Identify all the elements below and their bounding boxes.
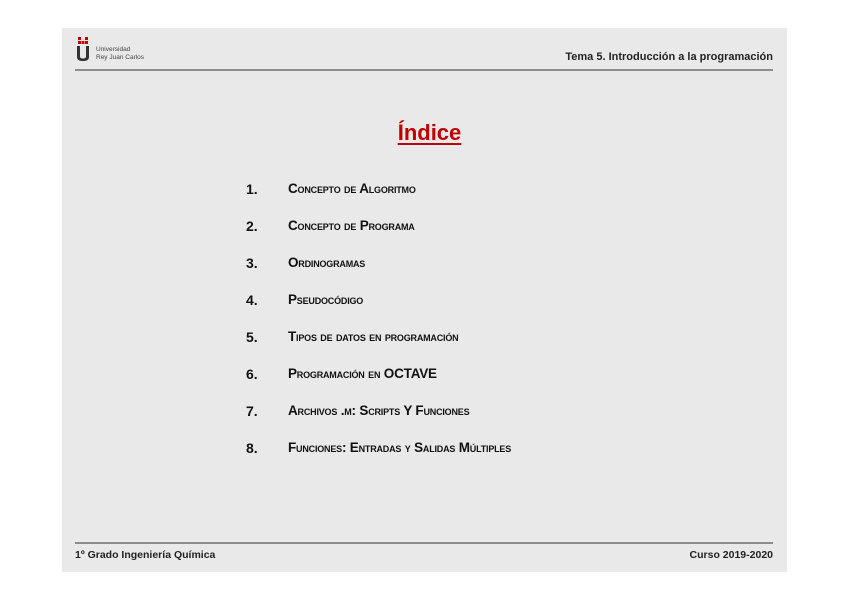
logo-line-name: Rey Juan Carlos (96, 53, 145, 61)
toc-item-number: 7. (246, 403, 258, 419)
toc-item (246, 366, 511, 403)
logo-text (96, 46, 144, 61)
toc-item-number: 8. (246, 440, 258, 456)
table-of-contents (246, 181, 511, 477)
toc-item-label: Archivos .m: Scripts Y Funciones (288, 403, 470, 418)
header-divider (75, 69, 773, 71)
page-title-text: Índice (397, 120, 462, 145)
toc-item-label: Programación en OCTAVE (288, 366, 437, 381)
toc-item (246, 255, 511, 292)
toc-item-number: 5. (246, 329, 258, 345)
footer-divider (75, 542, 773, 544)
slide (62, 28, 787, 572)
toc-item (246, 329, 511, 366)
toc-item (246, 218, 511, 255)
page-title (62, 120, 787, 146)
toc-item (246, 403, 511, 440)
toc-item-number: 2. (246, 218, 258, 234)
toc-item-label: Pseudocódigo (288, 292, 364, 307)
urjc-logo-icon (75, 36, 91, 62)
university-logo (75, 36, 195, 64)
toc-item-number: 4. (246, 292, 258, 308)
toc-item-label: Tipos de datos en programación (288, 329, 459, 344)
toc-item-label: Concepto de Algoritmo (288, 181, 416, 196)
header-title: Tema 5. Introducción a la programación (565, 51, 773, 63)
toc-item-label: Concepto de Programa (288, 218, 415, 233)
toc-item-label: Ordinogramas (288, 255, 366, 270)
toc-item-number: 6. (246, 366, 258, 382)
footer-course-label: 1º Grado Ingeniería Química (75, 549, 216, 561)
toc-item-number: 1. (246, 181, 258, 197)
toc-item (246, 440, 511, 477)
toc-item-number: 3. (246, 255, 258, 271)
toc-item-label: Funciones: Entradas y Salidas Múltiples (288, 440, 512, 455)
toc-item (246, 292, 511, 329)
logo-line-university: Universidad (96, 46, 131, 53)
footer-academic-year: Curso 2019-2020 (689, 549, 773, 561)
toc-item (246, 181, 511, 218)
